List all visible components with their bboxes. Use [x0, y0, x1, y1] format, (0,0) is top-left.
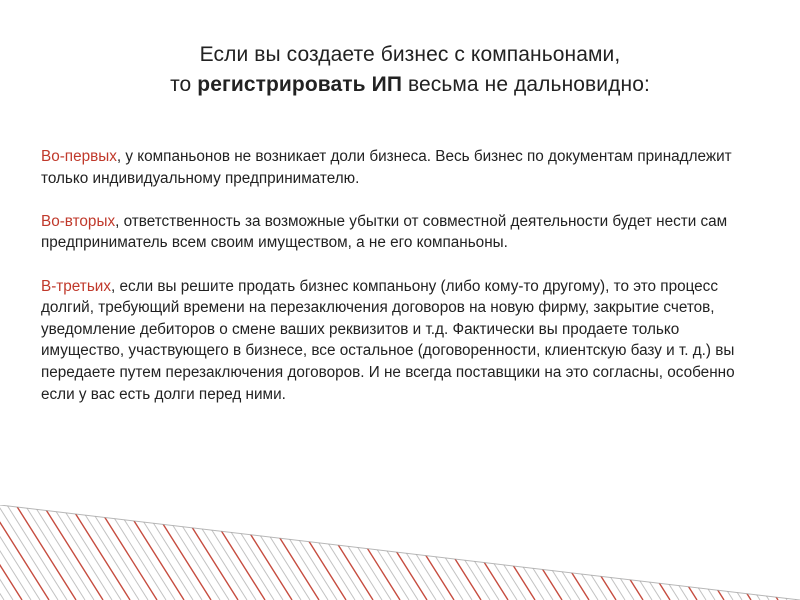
hatch-line [61, 505, 121, 600]
hatch-line [484, 505, 544, 600]
hatch-line [250, 505, 310, 600]
hatch-line [754, 505, 800, 600]
hatch-line [52, 505, 112, 600]
hatch-line [241, 505, 301, 600]
hatch-line [709, 505, 769, 600]
hatch-line [493, 505, 553, 600]
hatch-line [547, 505, 607, 600]
hatch-line [286, 505, 346, 600]
hatch-line [304, 505, 364, 600]
title-line-2-bold: регистрировать ИП [197, 73, 403, 96]
hatch-line [682, 505, 742, 600]
hatch-line [205, 505, 265, 600]
hatch-line [97, 505, 157, 600]
hatch-line [214, 505, 274, 600]
hatch-line [502, 505, 562, 600]
hatch-line [313, 505, 373, 600]
hatch-line [178, 505, 238, 600]
paragraph-first-lead: Во-первых [41, 148, 117, 165]
hatch-line [412, 505, 472, 600]
hatch-line [574, 505, 634, 600]
paragraph-third-lead: В-третьих [41, 277, 111, 295]
hatch-line [160, 505, 220, 600]
hatch-line [277, 505, 337, 600]
hatch-line [781, 505, 800, 600]
hatch-line [142, 505, 202, 600]
paragraph-first-text: , у компаньонов не возникает доли бизнеса. Весь бизнес по документам принадлежит только индивидуальному предпринимателю. [41, 148, 732, 187]
hatch-line [322, 505, 382, 600]
title-line-2-prefix: то [170, 73, 198, 96]
paragraph-second [41, 211, 757, 254]
decorative-hatch-pattern [0, 505, 800, 600]
hatch-line [133, 505, 193, 600]
hatch-line [529, 505, 589, 600]
hatch-line [637, 505, 697, 600]
hatch-line [439, 505, 499, 600]
paragraph-third-text: , если вы решите продать бизнес компаньону (либо кому-то другому), то это процесс долгий, требующий времени на перезаключения договоров на новую фирму, закрытие счетов, уведомление дебиторов о смене ваших реквизитов и т.д. Фактически вы продаете только имущество, участвующего в бизнесе, все остальное (договоренности, клиентскую базу и т. д.) вы передаете путем перезаключения договоров. И не всегда поставщики на это согласны, особенно если у вас есть долги перед ними. [41, 277, 735, 403]
hatch-line [619, 505, 679, 600]
hatch-line [0, 505, 58, 600]
hatch-line [583, 505, 643, 600]
hatch-line [448, 505, 508, 600]
hatch-line [7, 505, 67, 600]
hatch-line [610, 505, 670, 600]
hatch-line [772, 505, 800, 600]
hatch-line [745, 505, 800, 600]
hatch-line [592, 505, 652, 600]
hatch-line [538, 505, 598, 600]
hatch-line [403, 505, 463, 600]
hatch-line [331, 505, 391, 600]
hatch-line [457, 505, 517, 600]
hatch-line [268, 505, 328, 600]
hatch-line [475, 505, 535, 600]
hatch-line [601, 505, 661, 600]
hatch-line [34, 505, 94, 600]
hatch-line [196, 505, 256, 600]
hatch-line [376, 505, 436, 600]
hatch-line [727, 505, 787, 600]
hatch-line [358, 505, 418, 600]
hatch-line [718, 505, 778, 600]
hatch-line [385, 505, 445, 600]
title-line-2 [80, 70, 740, 100]
title-line-1: Если вы создаете бизнес с компаньонами, [199, 43, 621, 66]
hatch-line [700, 505, 760, 600]
hatch-line [151, 505, 211, 600]
paragraph-second-text: , ответственность за возможные убытки от совместной деятельности будет нести сам предприниматель всем своим имуществом, а не его компаньоны. [41, 212, 728, 252]
paragraph-first [41, 146, 757, 189]
hatch-line [16, 505, 76, 600]
hatch-line [736, 505, 796, 600]
hatch-line [664, 505, 724, 600]
hatch-line [466, 505, 526, 600]
title-line-2-suffix: весьма не дальновидно: [402, 73, 650, 96]
hatch-line [25, 505, 85, 600]
hatch-line [511, 505, 571, 600]
hatch-line [223, 505, 283, 600]
hatch-line [187, 505, 247, 600]
paragraph-third [41, 276, 757, 406]
hatch-line [520, 505, 580, 600]
slide-title [80, 40, 740, 100]
slide-body [41, 146, 757, 427]
hatch-line [106, 505, 166, 600]
hatch-line [655, 505, 715, 600]
hatch-line [124, 505, 184, 600]
hatch-line [43, 505, 103, 600]
hatch-line [421, 505, 481, 600]
hatch-line [169, 505, 229, 600]
hatch-line [556, 505, 616, 600]
hatch-line [430, 505, 490, 600]
hatch-line [79, 505, 139, 600]
hatch-line [691, 505, 751, 600]
hatch-line [763, 505, 800, 600]
hatch-line [295, 505, 355, 600]
paragraph-second-lead: Во-вторых [41, 212, 116, 230]
hatch-line [790, 505, 800, 600]
hatch-line [232, 505, 292, 600]
hatch-line [565, 505, 625, 600]
hatch-line [259, 505, 319, 600]
hatch-line [340, 505, 400, 600]
